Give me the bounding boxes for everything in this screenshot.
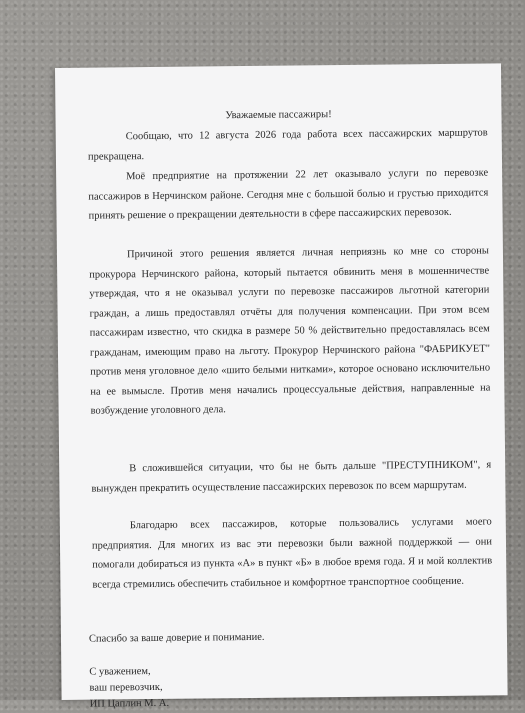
signature-name: ИП Цаплин М. А. (89, 697, 170, 710)
paragraph-reason: Причиной этого решения является личная неприязнь ко мне со стороны прокурора Нерчинского района, который пытается обвинить меня в мошенничестве утверждая, что я не оказывал услуги по перевозке пассажиров льготной категории граждан, а лишь предоставлял отчёты для получения компенсации. При этом всем пассажирам известно, что скидка в размере 50 % действительно предоставлялась всем гражданам, имеющим право на льготу. Прокурор Нерчинского района "ФАБРИКУЕТ" против меня уголовное дело «шито белыми нитками», которое основано исключительно на ее вымысле. Против меня начались процессуальные действия, направленные на возбуждение уголовного дела. (89, 245, 491, 417)
paragraph-closure: Сообщаю, что 12 августа 2026 года работа всех пассажирских маршрутов прекращена. (87, 127, 488, 163)
paragraph-history: Моё предприятие на протяжении 22 лет оказывало услуги по перевозке пассажиров в Нерчинском районе. Сегодня мне с большой болью и грустью приходится принять решение о прекращении деятельности в сфере пассажирских перевозок. (88, 167, 489, 222)
paragraph-gratitude: Благодарю всех пассажиров, которые пользовались услугами моего предприятия. Для многих из вас эти перевозки были важной поддержкой — они помогали добираться из пункта «А» в пункт «Б» в любое время года. Я и мой коллектив всегда стремились обеспечить стабильное и комфортное транспортное сообщение. (91, 516, 493, 591)
paragraph-decision: В сложившейся ситуации, что бы не быть дальше "ПРЕСТУПНИКОМ", я вынужден прекратить осуществление пассажирских перевозок по всем маршрутам. (91, 459, 492, 495)
signature-line: С уважением, (89, 666, 151, 678)
notice-title: Уважаемые пассажиры! (225, 109, 332, 122)
signature-block (89, 664, 169, 713)
paragraph-thanks: Спасибо за ваше доверие и понимание. (88, 631, 265, 645)
printed-notice (55, 63, 508, 710)
signature-line: ваш перевозчик, (89, 681, 163, 694)
